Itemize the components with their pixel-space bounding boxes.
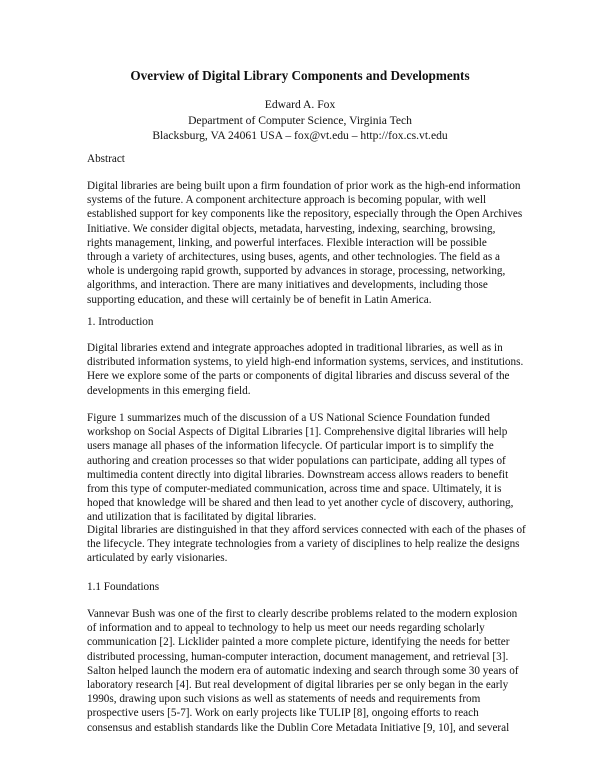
text-line: articulated by early visionaries. — [87, 552, 228, 565]
paper-title: Overview of Digital Library Components and Developments — [130, 68, 470, 83]
text-line: and utilization that is facilitated by digital libraries. — [87, 511, 317, 524]
text-line: Digital libraries are being built upon a firm foundation of prior work as the high-end information — [87, 180, 521, 192]
section-heading-foundations: 1.1 Foundations — [87, 581, 160, 593]
text-line: Vannevar Bush was one of the first to clearly describe problems related to the modern explosion — [87, 608, 518, 620]
text-line: whole is undergoing rapid growth, supported by advances in storage, processing, networking, — [87, 265, 506, 278]
text-line: the lifecycle. They integrate technologies from a variety of disciplines to help realize the designs — [87, 538, 520, 551]
text-line: distributed information systems, to yield high-end information systems, services, and institutions. — [87, 356, 524, 369]
intro-paragraph-2 — [87, 411, 527, 525]
intro-paragraph-1 — [87, 341, 527, 398]
text-line: prospective users [5-7]. Work on early projects like TULIP [8], ongoing efforts to reach — [87, 707, 479, 720]
text-line: supporting education, and these will certainly be of benefit in Latin America. — [87, 293, 432, 306]
text-line: 1990s, drawing upon such visions as well as statements of needs and requirements from — [87, 693, 481, 706]
abstract-heading: Abstract — [87, 153, 125, 165]
text-line: Figure 1 summarizes much of the discussion of a US National Science Foundation funded — [87, 412, 490, 424]
author-department: Department of Computer Science, Virginia Tech — [188, 113, 412, 127]
intro-paragraph-3 — [87, 523, 527, 566]
text-line: Digital libraries extend and integrate approaches adopted in traditional libraries, as well as in — [87, 342, 503, 354]
text-line: multimedia content directly into digital libraries. Downstream access allows readers to benefit — [87, 468, 509, 481]
section-heading-introduction: 1. Introduction — [87, 316, 154, 328]
text-line: Here we explore some of the parts or components of digital libraries and discuss several of the — [87, 370, 510, 383]
text-line: distributed processing, human-computer interaction, document management, and retrieval [3]. — [87, 650, 509, 663]
foundations-paragraph — [87, 607, 527, 735]
text-line: developments in this emerging field. — [87, 384, 251, 397]
text-line: through a variety of architectures, using buses, agents, and other technologies. The field as a — [87, 250, 500, 263]
text-line: laboratory research [4]. But real development of digital libraries per se only began in the early — [87, 678, 509, 691]
text-line: established support for key components like the repository, especially through the Open Archives — [87, 208, 523, 221]
abstract-body — [87, 179, 527, 307]
text-line: algorithms, and interaction. There are many initiatives and developments, including those — [87, 279, 488, 292]
text-line: from this type of computer-mediated communication, across time and space. Ultimately, it is — [87, 482, 502, 495]
text-line: Digital libraries are distinguished in that they afford services connected with each of the phases of — [87, 524, 526, 536]
text-line: users manage all phases of the information lifecycle. Of particular import is to simplify the — [87, 440, 494, 453]
text-line: rights management, linking, and powerful interfaces. Flexible interaction will be possible — [87, 236, 487, 249]
text-line: Salton helped launch the modern era of automatic indexing and search through some 30 years of — [87, 664, 519, 677]
text-line: Initiative. We consider digital objects, metadata, harvesting, indexing, searching, browsing, — [87, 222, 496, 235]
author-name: Edward A. Fox — [264, 98, 336, 111]
text-line: authoring and creation processes so that wider populations can participate, adding all types of — [87, 454, 506, 467]
text-line: consensus and establish standards like the Dublin Core Metadata Initiative [9, 10], and several — [87, 721, 510, 734]
text-line: communication [2]. Licklider painted a more complete picture, identifying the needs for better — [87, 636, 510, 649]
text-line: workshop on Social Aspects of Digital Libraries [1]. Comprehensive digital libraries will help — [87, 426, 508, 439]
author-address: Blacksburg, VA 24061 USA – fox@vt.edu – http://fox.cs.vt.edu — [152, 129, 448, 142]
text-line: hoped that knowledge will be shared and then lead to yet another cycle of discovery, authoring, — [87, 497, 514, 510]
text-line: of information and to appeal to technology to help us meet our needs regarding scholarly — [87, 622, 485, 635]
text-line: systems of the future. A component architecture approach is becoming popular, with well — [87, 194, 487, 207]
author-block — [0, 97, 600, 144]
